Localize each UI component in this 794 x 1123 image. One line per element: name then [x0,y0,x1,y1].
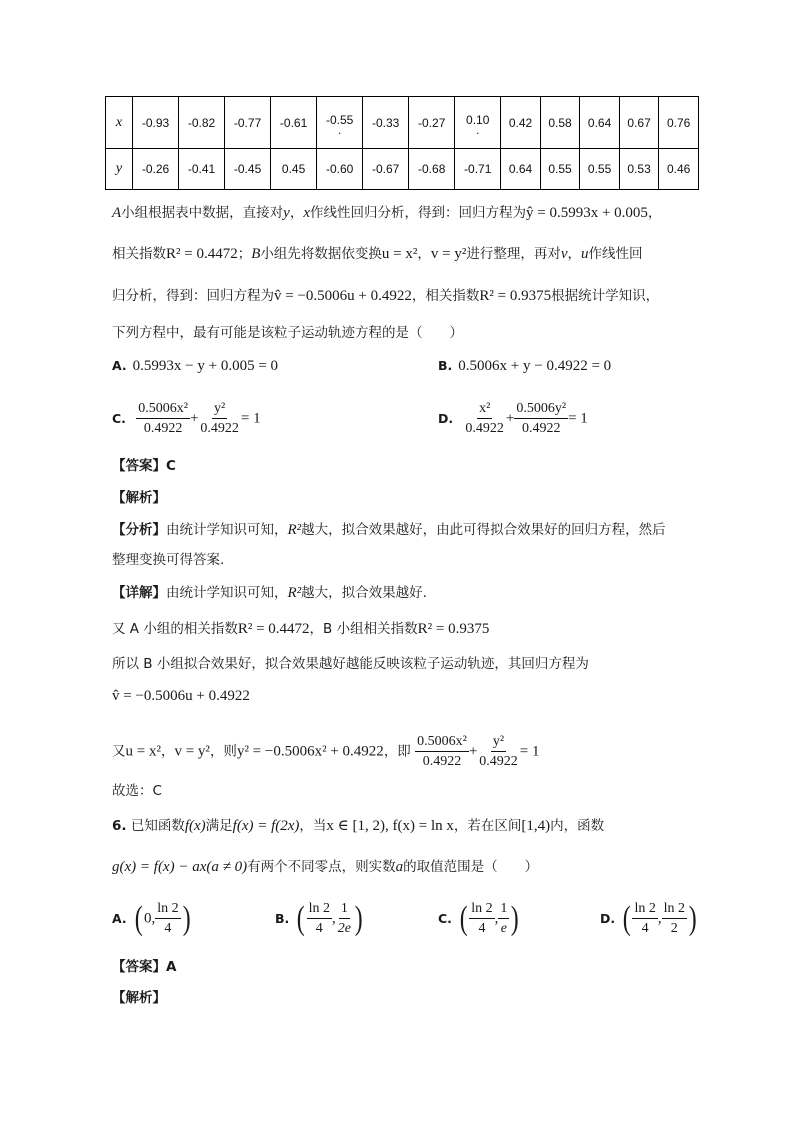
answer-value: C [166,458,176,474]
denominator: 2e [337,921,351,936]
left-paren: ( [622,899,631,937]
numerator: y² [212,400,227,419]
q5-line-b [112,654,589,674]
text: 根据统计学知识， [551,288,660,304]
text: ，当 [299,818,327,834]
q5-line-3 [112,286,659,306]
stray-dot: . [337,122,342,137]
denominator: 4 [315,921,323,936]
equation: [1,4) [521,818,551,834]
option-text: 0.5006x + y − 0.4922 = 0 [458,358,612,374]
table-cell: 0.55 [580,149,620,190]
table-cell: 0.53 [619,149,659,190]
option-letter: B. [438,358,453,373]
text: 所以 B 小组拟合效果好，拟合效果越好越能反映该粒子运动轨迹，其回归方程为 [112,656,589,672]
comma: , [494,910,499,927]
answer-label: 【答案】 [112,959,166,975]
table-cell [455,97,501,149]
table-cell: -0.77 [225,97,271,149]
q6-line-2 [112,857,538,877]
detail-label: 【详解】 [112,585,166,601]
text: A [112,205,122,221]
fraction [155,900,180,937]
option-text: 0.5993x − y + 0.005 = 0 [132,358,279,374]
fraction [307,900,332,937]
q5-fenxi-2 [112,550,224,570]
q5-choose [112,781,162,801]
text: ，相关指数 [411,288,480,304]
equation: R² = 0.9375 [479,288,552,304]
fraction [136,400,190,437]
table-cell: 0.42 [501,97,541,149]
text: 越大，拟合效果越好，由此可得拟合效果好的回归方程，然后 [301,522,666,538]
plus-sign: + [468,743,478,760]
q5-analysis [112,488,166,508]
option-letter: B. [275,910,290,926]
cell-value: -0.55 [325,112,354,127]
equation: v = y² [430,246,467,262]
table-cell: -0.68 [409,149,455,190]
equation: ŷ = 0.5993x + 0.005 [526,205,648,221]
right-paren: ) [354,899,363,937]
text: 小组先将数据依变换 [260,246,382,262]
row-header-y: y [106,149,133,190]
fraction [662,900,687,937]
denominator: 0.4922 [465,421,504,436]
denominator: 0.4922 [521,421,561,436]
fraction [498,900,509,937]
text: y [283,205,290,221]
q5-line-d [112,733,540,770]
left-paren: ( [134,899,143,937]
numerator: 0.5006x² [136,400,190,419]
fraction [632,900,657,937]
q6-option-c [438,900,521,937]
table-cell: -0.61 [271,97,317,149]
q6-analysis [112,988,166,1008]
numerator: x² [477,400,492,419]
equation: R² [287,585,302,601]
text: ，则 [209,743,237,760]
table-cell: 0.46 [659,149,699,190]
table-cell: -0.60 [317,149,363,190]
fraction [477,733,520,770]
equation: f(x) [184,818,206,834]
text: x [303,205,311,221]
denominator: e [500,921,508,936]
equation: v̂ = −0.5006u + 0.4922 [274,288,412,304]
table-cell: -0.82 [179,97,225,149]
q5-line-4 [112,323,463,343]
cell-value: 0.10 [466,112,490,127]
q5-line-a [112,619,489,639]
denominator: 0.4922 [479,754,518,769]
fraction [514,400,568,437]
table-cell: 0.64 [580,97,620,149]
text: 作线性回归分析，得到：回归方程为 [310,205,527,221]
equation: y² = −0.5006x² + 0.4922 [236,743,384,760]
fraction [415,733,469,770]
equation: u = x² [381,246,418,262]
fraction [198,400,241,437]
table-cell: -0.71 [455,149,501,190]
text: 归分析，得到：回归方程为 [112,288,274,304]
q5-option-b [438,356,611,376]
numerator: 1 [339,900,350,919]
text: 0, [143,910,156,927]
numerator: 0.5006y² [514,400,568,419]
left-paren: ( [459,899,468,937]
q6-option-b [275,900,364,937]
text: 又 A 小组的相关指数 [112,621,238,637]
numerator: ln 2 [307,900,332,919]
numerator: ln 2 [662,900,687,919]
data-table [105,96,699,190]
fraction [469,900,494,937]
text: 进行整理，再对 [466,246,561,262]
q6-option-d [600,900,698,937]
q6-option-a [112,900,192,937]
text: 的取值范围是（ ） [403,859,539,875]
denominator: 0.4922 [422,754,462,769]
q6-line-1 [112,816,604,836]
denominator: 4 [164,921,172,936]
q5-option-a [112,356,278,376]
plus-sign: + [505,410,515,427]
text: 由统计学知识可知， [166,522,288,538]
q5-option-d [438,400,588,437]
table-row-x [106,97,699,149]
q5-fenxi-1 [112,520,666,540]
q6-answer [112,957,176,977]
q5-line-2 [112,244,643,264]
numerator: ln 2 [632,900,657,919]
equation-rest: = 1 [519,743,540,760]
numerator: ln 2 [155,900,180,919]
table-cell: 0.76 [659,97,699,149]
q5-option-c [112,400,261,437]
denominator: 2 [670,921,678,936]
table-cell: -0.45 [225,149,271,190]
equation: v̂ = −0.5006u + 0.4922 [112,688,250,704]
text: ， [567,246,581,262]
text: ， [417,246,431,262]
equation: x ∈ [1, 2), f(x) = ln x [326,818,454,834]
table-cell: -0.93 [133,97,179,149]
text: 满足 [205,818,233,834]
text: 又 [112,743,126,760]
denominator: 0.4922 [200,421,239,436]
text: 由统计学知识可知， [166,585,288,601]
equation: R² = 0.4472 [166,246,238,262]
table-cell: 0.58 [540,97,580,149]
option-letter: D. [600,910,616,926]
text: 作线性回 [588,246,643,262]
table-cell: 0.64 [501,149,541,190]
text: ，B 小组相关指数 [309,621,418,637]
equation: R² = 0.4472 [237,621,310,637]
fraction [336,900,353,937]
equation: R² [287,522,302,538]
plus-sign: + [189,410,199,427]
text: ， [289,205,304,221]
text: ，即 [383,743,411,760]
fraction [463,400,506,437]
text: 越大，拟合效果越好. [301,585,427,601]
left-paren: ( [296,899,305,937]
question-number: 6. [112,818,127,834]
comma: , [657,910,662,927]
numerator: 1 [498,900,509,919]
q5-answer [112,456,176,476]
stray-dot: . [476,122,480,137]
table-cell: -0.33 [363,97,409,149]
comma: , [332,910,336,927]
option-letter: C. [438,910,452,926]
numerator: 0.5006x² [415,733,469,752]
text: 已知函数 [130,818,185,834]
text: v [560,246,568,262]
denominator: 4 [641,921,649,936]
text: B [251,246,261,262]
table-cell: 0.45 [271,149,317,190]
option-letter: A. [112,358,127,373]
text: 内，函数 [550,818,605,834]
text: a [395,859,404,875]
row-header-x: x [106,97,133,149]
text: 故选：C [112,783,162,799]
fenxi-label: 【分析】 [112,522,166,538]
equation: f(x) = f(2x) [232,818,300,834]
q5-detail [112,583,427,603]
text: u [581,246,589,262]
question-stem: 下列方程中，最有可能是该粒子运动轨迹方程的是（ ） [112,325,463,341]
table-cell: -0.41 [179,149,225,190]
text: ，若在区间 [453,818,522,834]
denominator: 4 [478,921,486,936]
analysis-label: 【解析】 [112,990,166,1006]
answer-value: A [166,959,177,975]
right-paren: ) [182,899,191,937]
text: 整理变换可得答案. [112,552,225,568]
text: 小组根据表中数据，直接对 [121,205,284,221]
table-cell [317,97,363,149]
equation-rest: = 1 [240,410,261,427]
option-letter: C. [112,410,126,426]
text: ， [160,743,175,760]
table-cell: -0.26 [133,149,179,190]
option-letter: A. [112,910,127,926]
right-paren: ) [688,899,697,937]
text: 相关指数 [112,246,166,262]
option-letter: D. [438,410,454,426]
equation-rest: = 1 [568,410,588,427]
table-cell: -0.67 [363,149,409,190]
table-cell: -0.27 [409,97,455,149]
q5-line-1 [112,203,661,223]
numerator: ln 2 [469,900,494,919]
q5-line-c [112,686,250,706]
table-row-y [106,149,699,190]
table-cell: 0.55 [540,149,580,190]
table-cell: 0.67 [619,97,659,149]
text: ； [237,246,252,262]
text: ， [647,205,662,221]
equation: g(x) = f(x) − ax(a ≠ 0) [112,859,248,875]
equation: v = y² [174,743,210,760]
denominator: 0.4922 [143,421,183,436]
equation: R² = 0.9375 [417,621,490,637]
equation: u = x² [125,743,161,760]
analysis-label: 【解析】 [112,490,166,506]
right-paren: ) [511,899,520,937]
text: 有两个不同零点，则实数 [247,859,396,875]
answer-label: 【答案】 [112,458,166,474]
numerator: y² [491,733,506,752]
